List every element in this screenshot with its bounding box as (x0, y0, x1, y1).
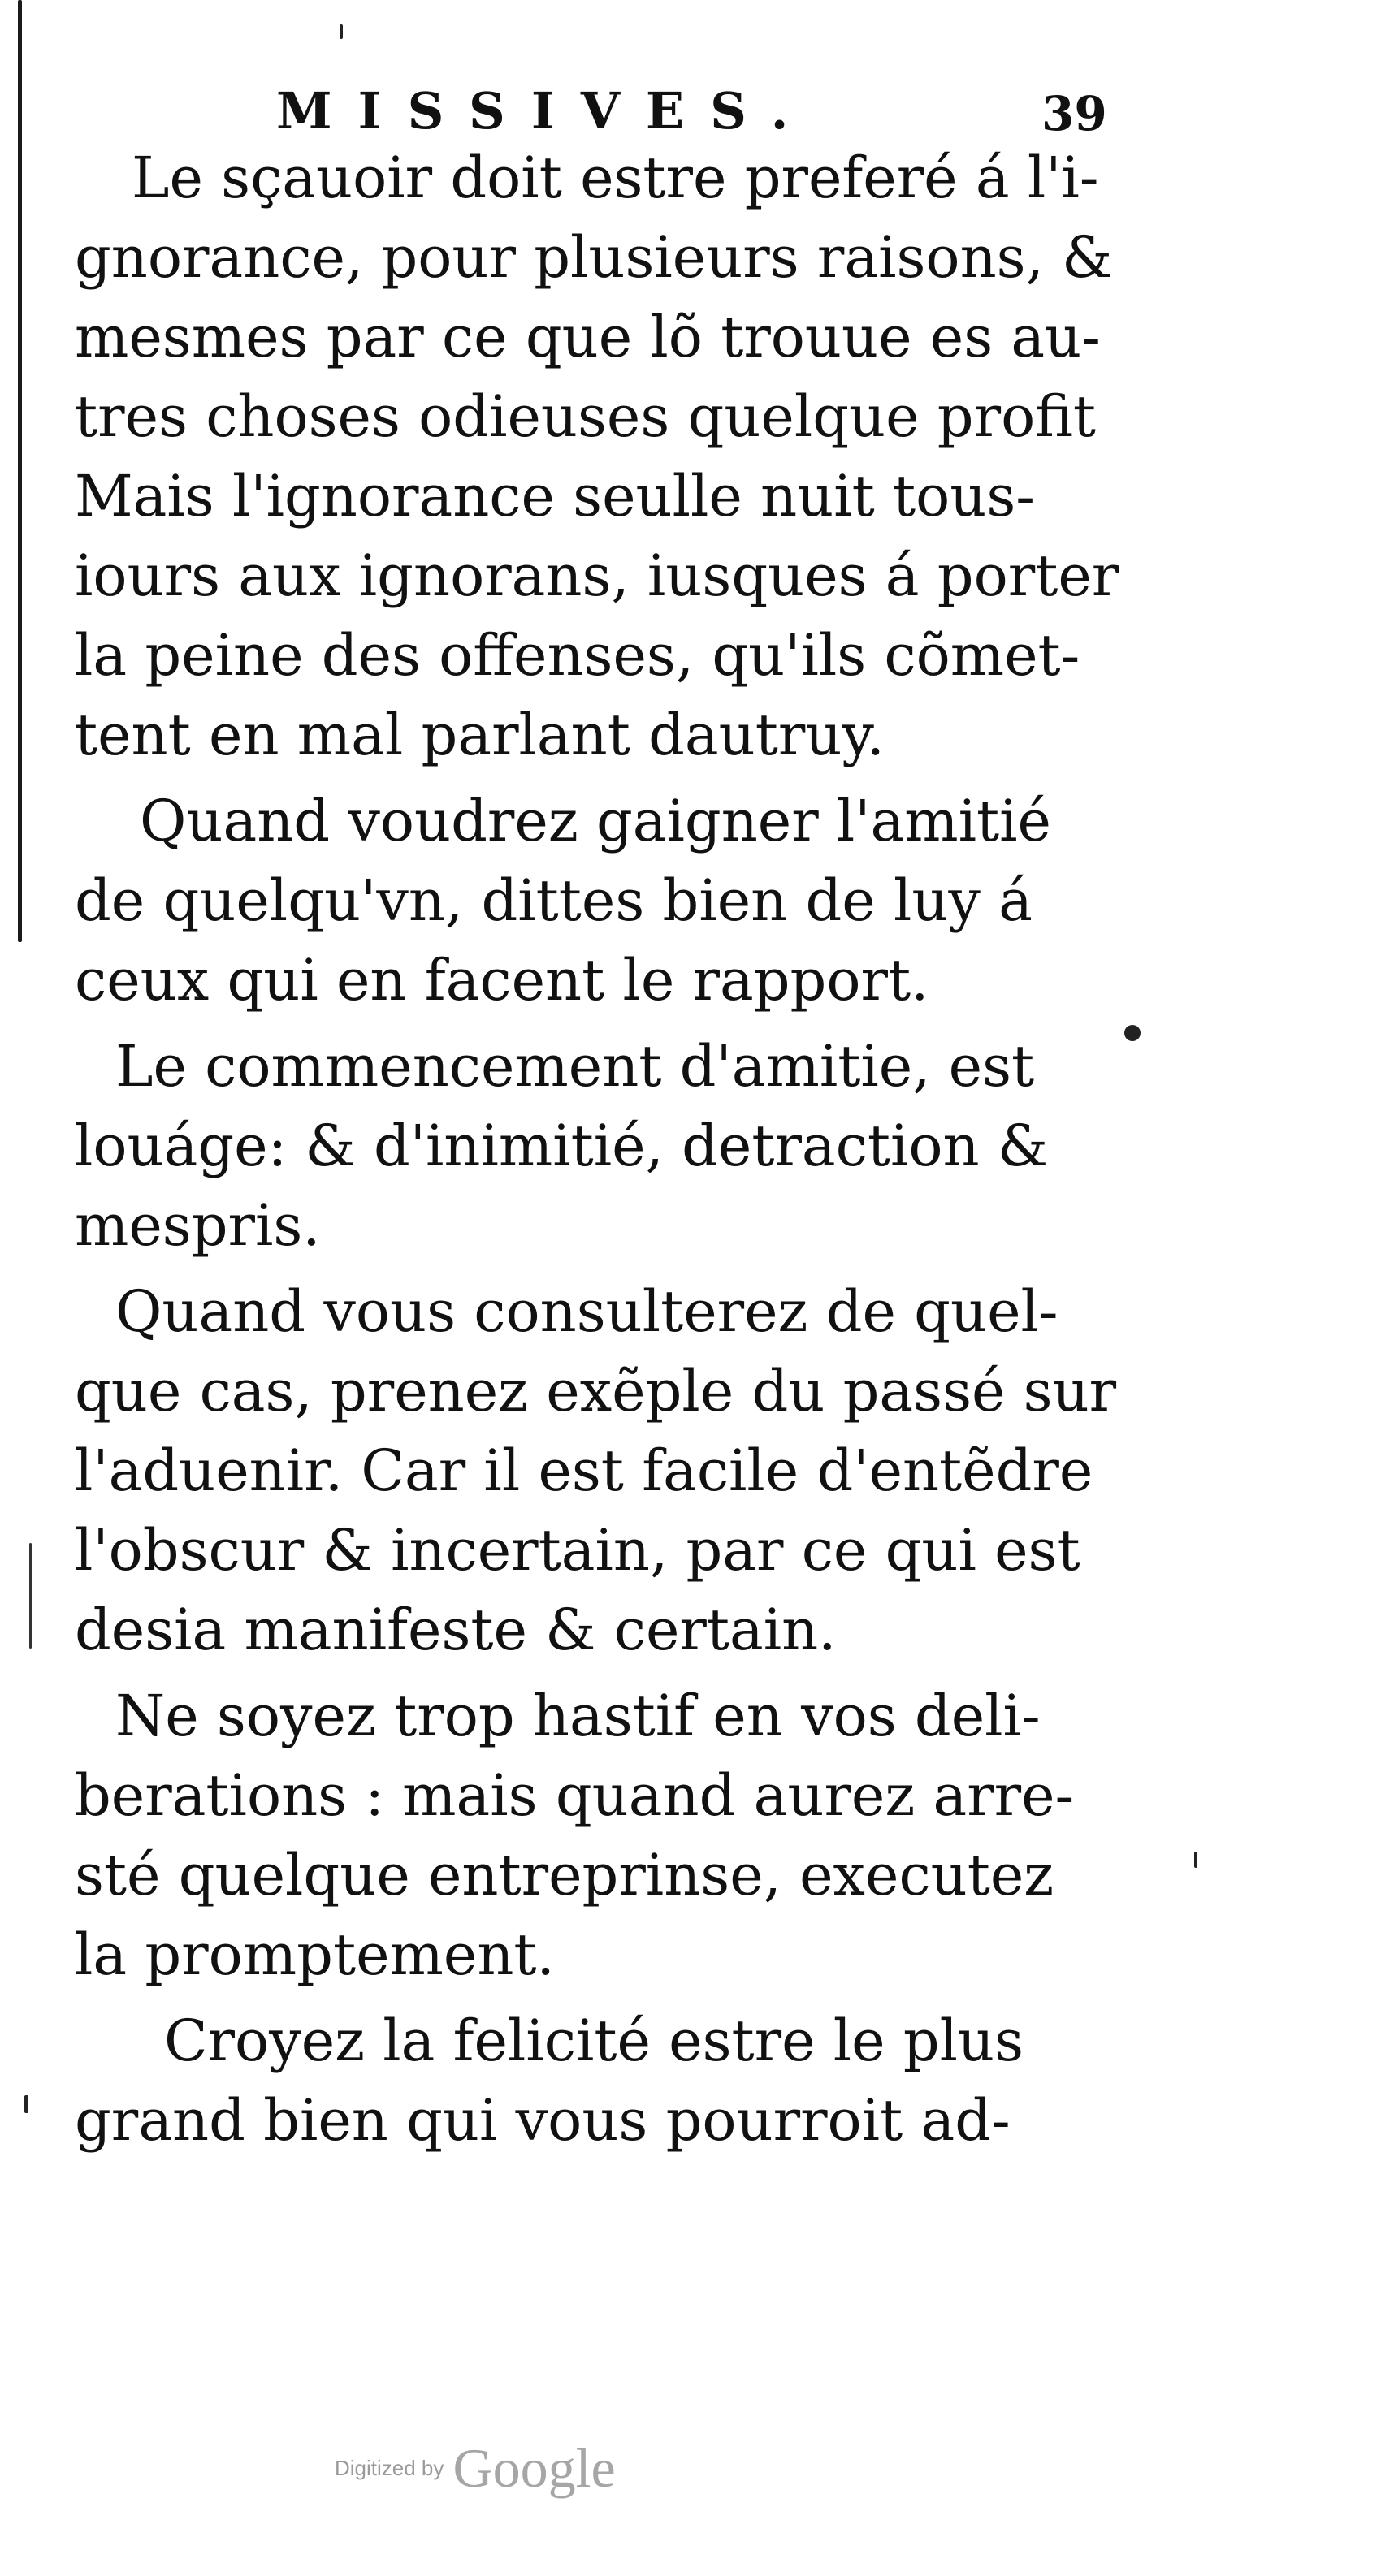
ink-speck (1124, 1025, 1141, 1041)
text-line: que cas, prenez exẽple du passé sur (75, 1358, 1117, 1424)
text-line: Quand voudrez gaigner l'amitié (140, 788, 1051, 854)
text-line: la promptement. (75, 1921, 555, 1988)
text-line: sté quelque entreprinse, executez (75, 1842, 1054, 1908)
running-head: MISSIVES. (276, 81, 815, 140)
ink-speck (1194, 1852, 1197, 1868)
digitization-watermark (335, 2436, 660, 2509)
text-line: louáge: & d'inimitié, detraction & (75, 1113, 1049, 1179)
binding-edge-mark (29, 1543, 32, 1649)
text-line: ceux qui en facent le rapport. (75, 947, 929, 1014)
text-line: iours aux ignorans, iusques á porter (75, 542, 1119, 609)
text-line: Quand vous consulterez de quel- (115, 1278, 1058, 1345)
text-line: gnorance, pour plusieurs raisons, & (75, 224, 1113, 291)
text-line: Le commencement d'amitie, est (115, 1033, 1035, 1100)
text-line: berations : mais quand aurez arre- (75, 1762, 1075, 1829)
ink-speck (340, 24, 343, 39)
watermark-prefix: Digitized by (335, 2456, 444, 2480)
text-line: Ne soyez trop hastif en vos deli- (115, 1683, 1041, 1749)
text-line: l'obscur & incertain, par ce qui est (75, 1517, 1080, 1584)
text-line: tent en mal parlant dautruy. (75, 702, 885, 768)
google-logo: Google (452, 2437, 616, 2499)
text-line: Croyez la felicité estre le plus (164, 2008, 1024, 2074)
text-line: mesmes par ce que lõ trouue es au- (75, 304, 1101, 370)
text-line: la peine des offenses, qu'ils cõmet- (75, 622, 1080, 689)
ink-speck (24, 2095, 28, 2113)
text-line: grand bien qui vous pourroit ad- (75, 2087, 1011, 2154)
page-number: 39 (1041, 86, 1107, 141)
binding-edge-line (18, 0, 22, 942)
text-line: de quelqu'vn, dittes bien de luy á (75, 867, 1033, 934)
text-line: desia manifeste & certain. (75, 1597, 837, 1663)
text-line: Mais l'ignorance seulle nuit tous- (75, 463, 1035, 529)
text-line: Le sçauoir doit estre preferé á l'i- (132, 145, 1099, 211)
text-line: l'aduenir. Car il est facile d'entẽdre (75, 1437, 1093, 1504)
text-line: mespris. (75, 1192, 321, 1259)
text-line: tres choses odieuses quelque profit (75, 383, 1097, 450)
body-text (75, 138, 1123, 2160)
